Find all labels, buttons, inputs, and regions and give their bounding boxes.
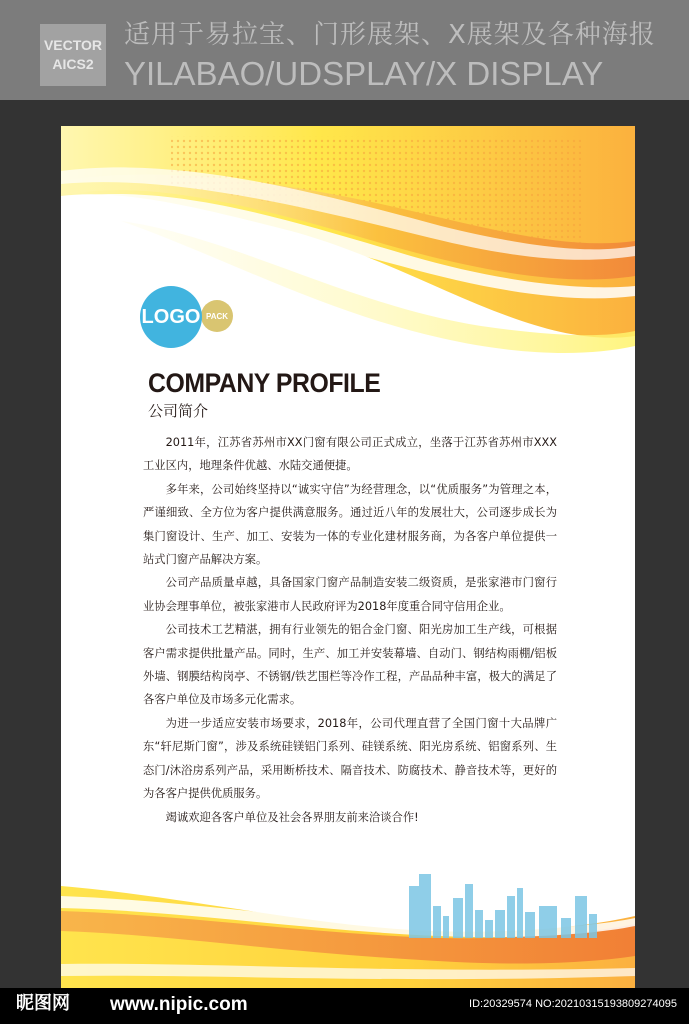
badge-line-2: AICS2: [52, 56, 94, 72]
paragraph-4: 公司技术工艺精湛，拥有行业领先的铝合金门窗、阳光房加工生产线，可根据客户需求提供批量产品。同时，生产、加工并安装幕墙、自动门、钢结构雨棚/铝板外墙、钢膜结构岗亭、不锈钢/铁艺围栏等冷作工程，产品品种丰富，极大的满足了各客户单位及市场多元化需求。: [143, 623, 557, 707]
heading-en: COMPANY PROFILE: [148, 368, 381, 398]
paragraph-1: 2011年，江苏省苏州市XX门窗有限公司正式成立，坐落于江苏省苏州市XXX工业区内，地理条件优越、水陆交通便捷。: [143, 436, 557, 473]
paragraph-5: 为进一步适应安装市场要求，2018年，公司代理直营了全国门窗十大品牌广东“轩尼斯门窗”，涉及系统硅镁铝门系列、硅镁系统、阳光房系统、铝窗系列、生态门/沐浴房系列产品，采用断桥技术、隔音技术、防腐技术、静音技术等，更好的为各客户提供优质服务。: [143, 716, 557, 801]
vector-badge: [40, 24, 106, 86]
heading-cn: 公司简介: [148, 402, 209, 420]
paragraph-2: 多年来，公司始终坚持以“诚实守信”为经营理念，以“优质服务”为管理之本，严谨细致、全方位为客户提供满意服务。通过近八年的发展壮大，公司逐步成长为集门窗设计、生产、加工、安装为一体的专业化建材服务商，为各客户单位提供一站式门窗产品解决方案。: [143, 482, 557, 567]
header-title-cn: 适用于易拉宝、门形展架、X展架及各种海报: [124, 20, 656, 50]
image-id: ID:20329574 NO:20210315193809274095: [469, 998, 677, 1010]
badge-line-1: VECTOR: [43, 37, 103, 53]
logo-pack-badge: PACK: [201, 300, 233, 332]
header-title-en: YILABAO/UDSPLAY/X DISPLAY: [124, 55, 604, 92]
profile-body: [143, 431, 557, 829]
site-logo: 昵图网: [16, 993, 70, 1014]
site-url[interactable]: www.nipic.com: [110, 994, 248, 1015]
company-logo: LOGO: [140, 286, 202, 348]
header-band: [0, 0, 689, 100]
poster: [61, 126, 635, 988]
city-skyline: [409, 874, 597, 938]
paragraph-6: 竭诚欢迎各客户单位及社会各界朋友前来洽谈合作!: [165, 810, 419, 824]
paragraph-3: 公司产品质量卓越，具备国家门窗产品制造安装二级资质，是张家港市门窗行业协会理事单位，被张家港市人民政府评为2018年度重合同守信用企业。: [143, 576, 557, 613]
